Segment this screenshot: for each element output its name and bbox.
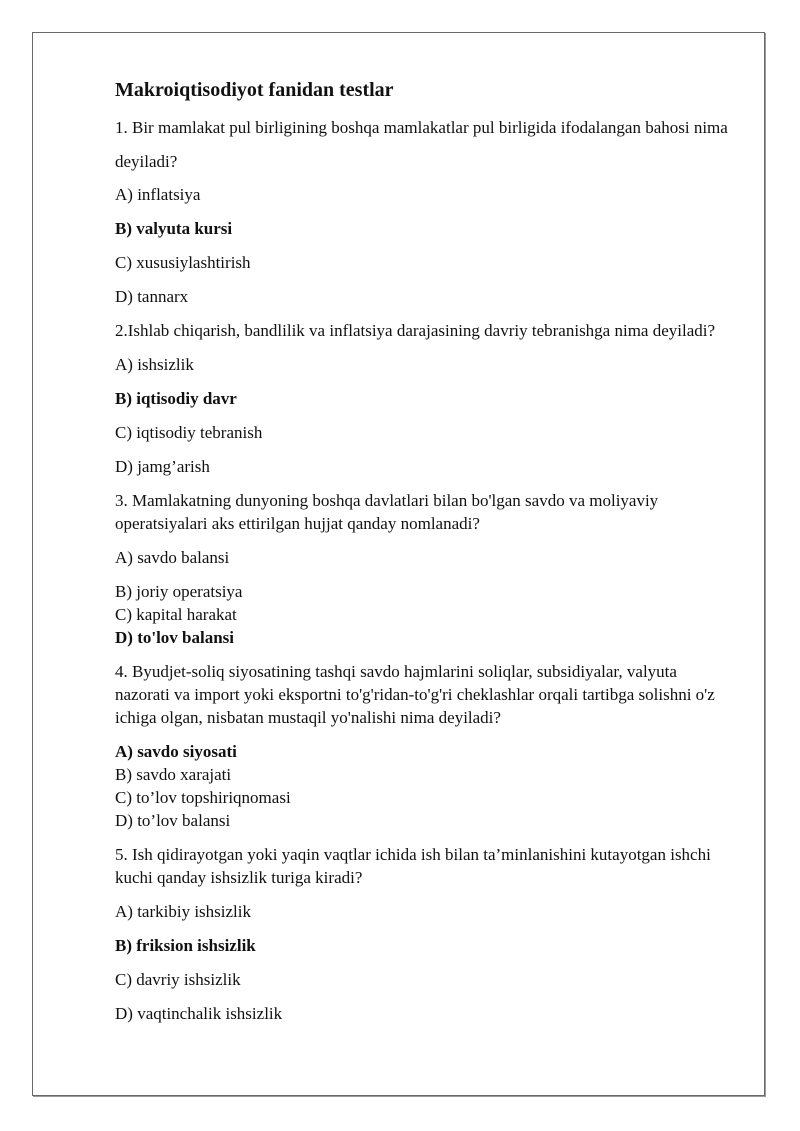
q3-option-d: D) to'lov balansi: [115, 628, 235, 647]
q2-option-d: D) jamg’arish: [115, 457, 210, 476]
question-5: 5. Ish qidirayotgan yoki yaqin vaqtlar ichida ish bilan ta’minlanishini kutayotgan ishchi kuchi qanday ishsizlik turiga kiradi?: [115, 845, 711, 887]
q1-option-b: B) valyuta kursi: [115, 219, 233, 238]
document-page: [32, 32, 765, 1096]
q3-option-b: B) joriy operatsiya: [115, 582, 243, 601]
q5-option-d: D) vaqtinchalik ishsizlik: [115, 1004, 283, 1023]
question-3: 3. Mamlakatning dunyoning boshqa davlatlari bilan bo'lgan savdo va moliyaviy operatsiyalari aks ettirilgan hujjat qanday nomlanadi?: [115, 491, 659, 533]
q2-option-a: A) ishsizlik: [115, 355, 194, 374]
q1-option-a: A) inflatsiya: [115, 185, 201, 204]
q1-option-c: C) xususiylashtirish: [115, 253, 251, 272]
document-content: [115, 77, 735, 1036]
q4-option-c: C) to’lov topshiriqnomasi: [115, 788, 291, 807]
question-2: 2.Ishlab chiqarish, bandlilik va inflatsiya darajasining davriy tebranishga nima deyiladi?: [115, 321, 716, 340]
question-1: 1. Bir mamlakat pul birligining boshqa mamlakatlar pul birligida ifodalangan bahosi nima deyiladi?: [115, 118, 728, 171]
q5-option-b: B) friksion ishsizlik: [115, 936, 256, 955]
q4-option-a: A) savdo siyosati: [115, 742, 237, 761]
q3-option-a: A) savdo balansi: [115, 548, 230, 567]
document-title: Makroiqtisodiyot fanidan testlar: [115, 79, 394, 101]
q5-option-c: C) davriy ishsizlik: [115, 970, 241, 989]
q2-option-c: C) iqtisodiy tebranish: [115, 423, 263, 442]
question-4: 4. Byudjet-soliq siyosatining tashqi savdo hajmlarini soliqlar, subsidiyalar, valyuta nazorati va import yoki eksportni to'g'ridan-to'g'ri cheklashlar orqali tartibga solishni o'z ichiga olgan, nisbatan mustaqil yo'nalishi nima deyiladi?: [115, 662, 715, 727]
q4-option-d: D) to’lov balansi: [115, 811, 231, 830]
q4-option-b: B) savdo xarajati: [115, 765, 232, 784]
q1-option-d: D) tannarx: [115, 287, 189, 306]
q3-option-c: C) kapital harakat: [115, 605, 237, 624]
q5-option-a: A) tarkibiy ishsizlik: [115, 902, 251, 921]
q2-option-b: B) iqtisodiy davr: [115, 389, 237, 408]
